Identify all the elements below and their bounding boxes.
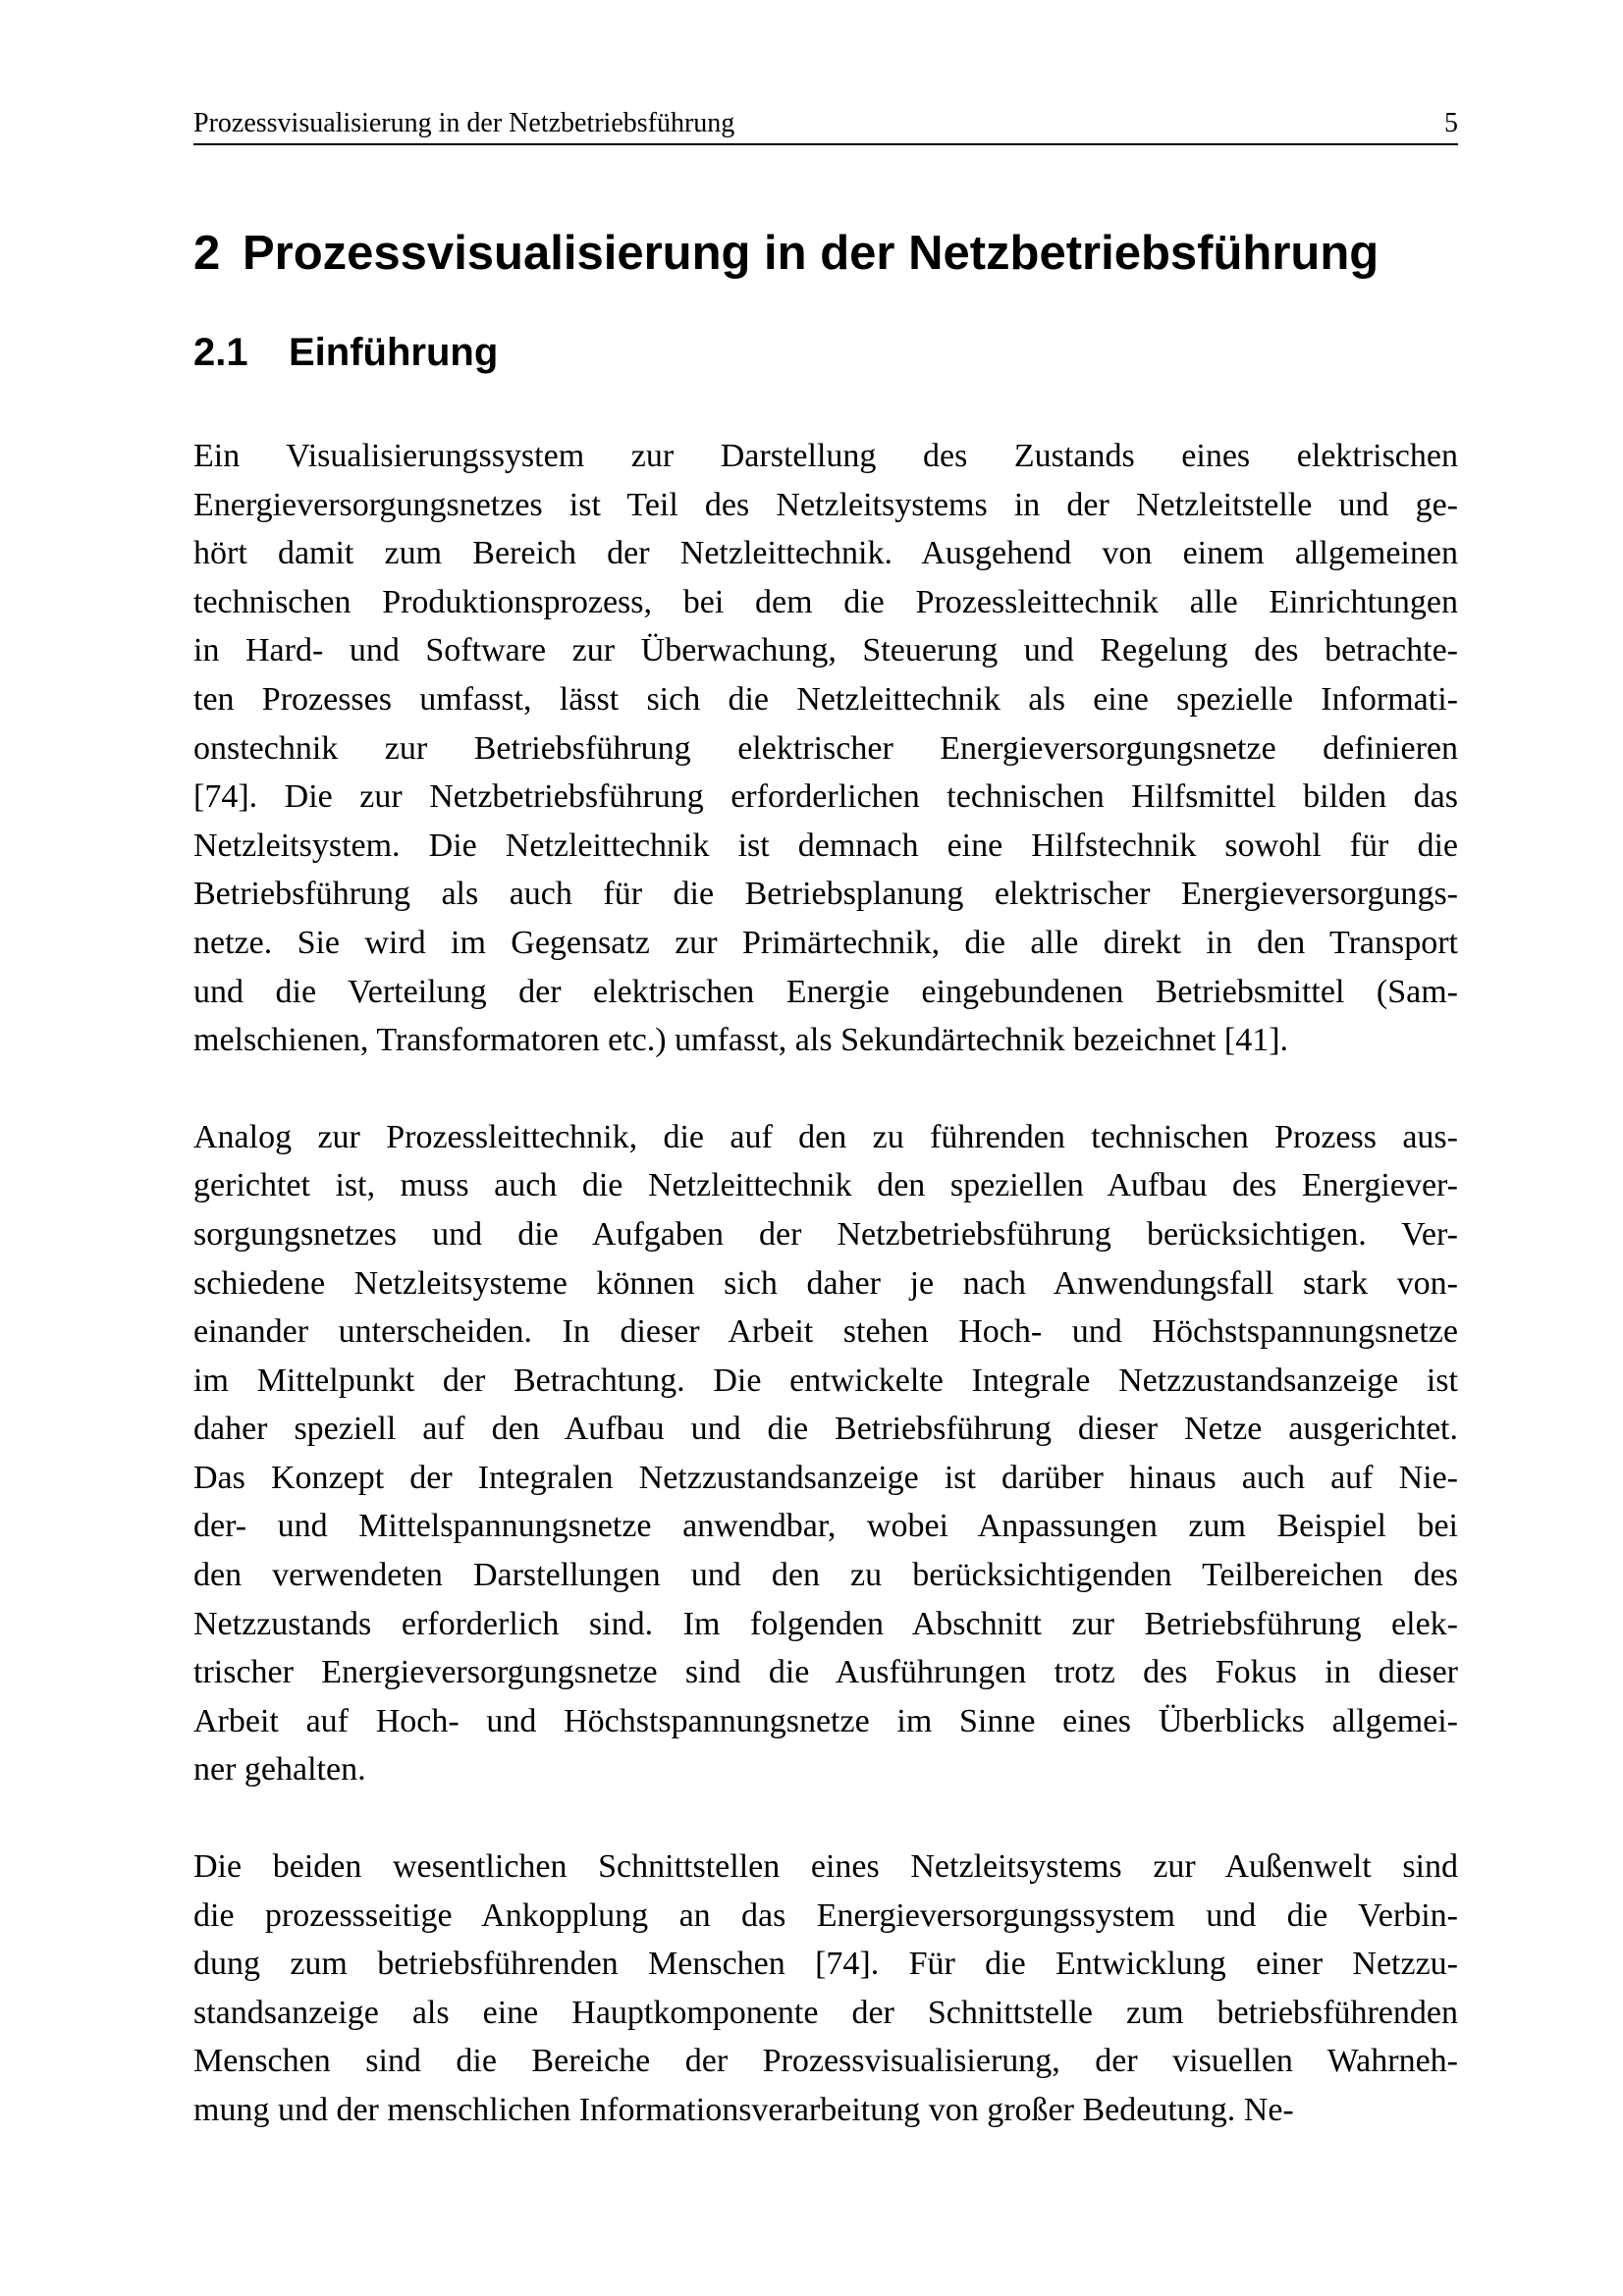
paragraph-line: standsanzeige als eine Hauptkomponente der Schnittstelle zum betriebsführenden <box>193 1994 1458 2031</box>
paragraph-line: Das Konzept der Integralen Netzzustandsanzeige ist darüber hinaus auch auf Nie- <box>193 1459 1458 1496</box>
paragraph-line: die prozessseitige Ankopplung an das Energieversorgungssystem und die Verbin- <box>193 1896 1458 1934</box>
paragraph-line: netze. Sie wird im Gegensatz zur Primärtechnik, die alle direkt in den Transport <box>193 924 1458 961</box>
paragraph-line: und die Verteilung der elektrischen Energie eingebundenen Betriebsmittel (Sam- <box>193 973 1458 1010</box>
paragraph-line: Betriebsführung als auch für die Betriebsplanung elektrischer Energieversorgungs- <box>193 876 1458 913</box>
paragraph-line: sorgungsnetzes und die Aufgaben der Netzbetriebsführung berücksichtigen. Ver- <box>193 1215 1458 1253</box>
section-heading <box>193 328 498 377</box>
paragraph-line: Analog zur Prozessleittechnik, die auf den zu führenden technischen Prozess aus- <box>193 1118 1458 1155</box>
paragraph-line: schiedene Netzleitsysteme können sich daher je nach Anwendungsfall stark von- <box>193 1264 1458 1302</box>
paragraph-line: daher speziell auf den Aufbau und die Betriebsführung dieser Netze ausgerichtet. <box>193 1411 1458 1448</box>
section-number: 2.1 <box>193 331 248 374</box>
paragraph-line: mung und der menschlichen Informationsverarbeitung von großer Bedeutung. Ne- <box>193 2092 1294 2128</box>
body-text <box>193 432 1458 2183</box>
paragraph-line: Netzzustands erforderlich sind. Im folgenden Abschnitt zur Betriebsführung elek- <box>193 1605 1458 1642</box>
chapter-heading <box>193 224 1379 283</box>
paragraph-line: technischen Produktionsprozess, bei dem die Prozessleittechnik alle Einrichtungen <box>193 583 1458 620</box>
paragraph <box>193 432 1458 1065</box>
paragraph <box>193 1842 1458 2135</box>
running-header-title: Prozessvisualisierung in der Netzbetriebsführung <box>193 108 735 138</box>
paragraph-line: einander unterscheiden. In dieser Arbeit stehen Hoch- und Höchstspannungsnetze <box>193 1313 1458 1351</box>
paragraph-line: hört damit zum Bereich der Netzleittechnik. Ausgehend von einem allgemeinen <box>193 535 1458 572</box>
paragraph-line: gerichtet ist, muss auch die Netzleittechnik den speziellen Aufbau des Energiever- <box>193 1167 1458 1204</box>
paragraph-line: Menschen sind die Bereiche der Prozessvisualisierung, der visuellen Wahrneh- <box>193 2043 1458 2080</box>
paragraph-line: in Hard- und Software zur Überwachung, Steuerung und Regelung des betrachte- <box>193 632 1458 669</box>
paragraph-line: Die beiden wesentlichen Schnittstellen eines Netzleitsystems zur Außenwelt sind <box>193 1848 1458 1886</box>
paragraph-line: [74]. Die zur Netzbetriebsführung erforderlichen technischen Hilfsmittel bilden das <box>193 778 1458 816</box>
paragraph-line: Netzleitsystem. Die Netzleittechnik ist demnach eine Hilfstechnik sowohl für die <box>193 827 1458 864</box>
paragraph-line: dung zum betriebsführenden Menschen [74]. Für die Entwicklung einer Netzzu- <box>193 1946 1458 1983</box>
paragraph-line: der- und Mittelspannungsnetze anwendbar, wobei Anpassungen zum Beispiel bei <box>193 1508 1458 1545</box>
paragraph-line: ten Prozesses umfasst, lässt sich die Netzleittechnik als eine spezielle Informati- <box>193 680 1458 718</box>
page-number: 5 <box>1444 108 1458 138</box>
paragraph-line: Energieversorgungsnetzes ist Teil des Netzleitsystems in der Netzleitstelle und ge- <box>193 486 1458 523</box>
paragraph-line: ner gehalten. <box>193 1751 366 1789</box>
running-header <box>193 106 1458 145</box>
paragraph-line: den verwendeten Darstellungen und den zu berücksichtigenden Teilbereichen des <box>193 1557 1458 1594</box>
chapter-title: Prozessvisualisierung in der Netzbetriebsführung <box>243 227 1380 280</box>
paragraph-line: onstechnik zur Betriebsführung elektrischer Energieversorgungsnetze definieren <box>193 729 1458 767</box>
paragraph-line: trischer Energieversorgungsnetze sind die Ausführungen trotz des Fokus in dieser <box>193 1654 1458 1691</box>
paragraph-line: im Mittelpunkt der Betrachtung. Die entwickelte Integrale Netzzustandsanzeige ist <box>193 1362 1458 1399</box>
paragraph-line: Arbeit auf Hoch- und Höchstspannungsnetze im Sinne eines Überblicks allgemei- <box>193 1702 1458 1739</box>
chapter-number: 2 <box>193 227 221 280</box>
paragraph <box>193 1113 1458 1794</box>
section-title: Einführung <box>289 331 499 374</box>
paragraph-line: melschienen, Transformatoren etc.) umfasst, als Sekundärtechnik bezeichnet [41]. <box>193 1022 1289 1059</box>
paragraph-line: Ein Visualisierungssystem zur Darstellung des Zustands eines elektrischen <box>193 438 1458 474</box>
